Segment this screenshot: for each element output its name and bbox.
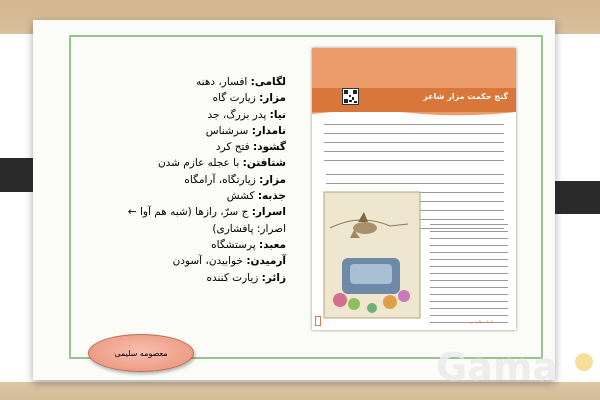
page-text-line bbox=[430, 273, 508, 274]
page-text-line bbox=[430, 259, 508, 260]
vocabulary-item bbox=[128, 188, 286, 204]
vocabulary-meaning: زیارت گاه bbox=[212, 92, 260, 105]
page-corner-mark bbox=[315, 316, 321, 326]
page-text-line bbox=[326, 174, 504, 175]
vocabulary-term: لگامی: bbox=[250, 76, 286, 88]
vocabulary-term: مزار: bbox=[259, 173, 286, 186]
page-text-line bbox=[430, 245, 508, 246]
vocabulary-item bbox=[128, 90, 286, 106]
vocabulary-meaning: خوابیدن، آسودن bbox=[172, 255, 247, 268]
vocabulary-item bbox=[128, 74, 286, 90]
vocabulary-meaning: کشش bbox=[226, 190, 258, 203]
page-text-line bbox=[430, 280, 508, 281]
vocabulary-item bbox=[128, 155, 286, 171]
vocabulary-item bbox=[128, 139, 286, 155]
page-text-line bbox=[324, 124, 504, 125]
right-binder-clip bbox=[555, 181, 600, 214]
page-text-line bbox=[324, 160, 504, 161]
vocabulary-item bbox=[128, 172, 286, 188]
watermark-text: Gama bbox=[436, 346, 559, 386]
author-name: معصومه سلیمی bbox=[114, 348, 168, 358]
vocabulary-meaning: افسار، دهنه bbox=[196, 76, 251, 88]
vocabulary-meaning: فتح کرد bbox=[215, 141, 254, 154]
vocabulary-meaning: ج سرّ، رازها (شبه هم آوا ← bbox=[127, 206, 252, 219]
vocabulary-item bbox=[128, 123, 286, 139]
vocabulary-item bbox=[128, 270, 286, 286]
vocabulary-term: معبد: bbox=[259, 238, 286, 251]
vocabulary-list bbox=[128, 74, 286, 286]
vocabulary-meaning: زیارتگاه، آرامگاه bbox=[184, 173, 260, 186]
vocabulary-meaning: پرستشگاه bbox=[211, 238, 260, 251]
page-text-line bbox=[324, 142, 504, 143]
vocabulary-meaning: اصرار: پافشاری) bbox=[212, 222, 286, 235]
vocabulary-item bbox=[128, 204, 286, 220]
page-text-line bbox=[430, 231, 508, 232]
vocabulary-term: نامدار: bbox=[251, 124, 286, 137]
poet-tomb-illustration bbox=[320, 188, 424, 323]
page-text-line bbox=[430, 266, 508, 267]
vocabulary-term: گشود: bbox=[253, 141, 286, 154]
page-text-line bbox=[430, 308, 508, 309]
vocabulary-term: جذبه: bbox=[257, 190, 286, 203]
qr-code-icon bbox=[342, 88, 359, 105]
vocabulary-meaning: با عجله عازم شدن bbox=[157, 157, 243, 170]
page-text-line bbox=[430, 224, 508, 225]
vocabulary-item bbox=[128, 107, 286, 123]
page-text-line bbox=[430, 287, 508, 288]
left-binder-clip bbox=[0, 158, 33, 192]
vocabulary-term: شتافتن: bbox=[242, 157, 286, 170]
textbook-page-image bbox=[312, 48, 516, 330]
page-text-line bbox=[430, 322, 508, 323]
page-section-title: گنج حکمت مزار شاعر bbox=[423, 92, 508, 101]
page-text-line bbox=[430, 315, 508, 316]
page-text-line bbox=[430, 238, 508, 239]
page-text-line bbox=[430, 252, 508, 253]
page-text-line bbox=[324, 151, 504, 152]
vocabulary-item bbox=[128, 221, 286, 237]
vocabulary-term: زائر: bbox=[261, 271, 286, 284]
page-text-line bbox=[326, 183, 504, 184]
author-name-badge bbox=[88, 334, 194, 372]
page-text-line bbox=[430, 294, 508, 295]
vocabulary-item bbox=[128, 237, 286, 253]
vocabulary-meaning: زیارت کننده bbox=[206, 271, 262, 284]
vocabulary-term: نیا: bbox=[269, 108, 286, 121]
vocabulary-term: آرمیدن: bbox=[246, 255, 286, 268]
page-text-line bbox=[324, 133, 504, 134]
page-text-line bbox=[430, 301, 508, 302]
gama-watermark-logo bbox=[436, 346, 596, 386]
vocabulary-term: اسرار: bbox=[251, 206, 286, 219]
vocabulary-meaning: سرشناس bbox=[205, 124, 252, 137]
vocabulary-term: مزار: bbox=[259, 92, 286, 105]
vocabulary-meaning: پدر بزرگ، جد bbox=[207, 108, 270, 121]
page-caption: ادبیات فارسی bbox=[470, 319, 494, 324]
vocabulary-item bbox=[128, 253, 286, 269]
